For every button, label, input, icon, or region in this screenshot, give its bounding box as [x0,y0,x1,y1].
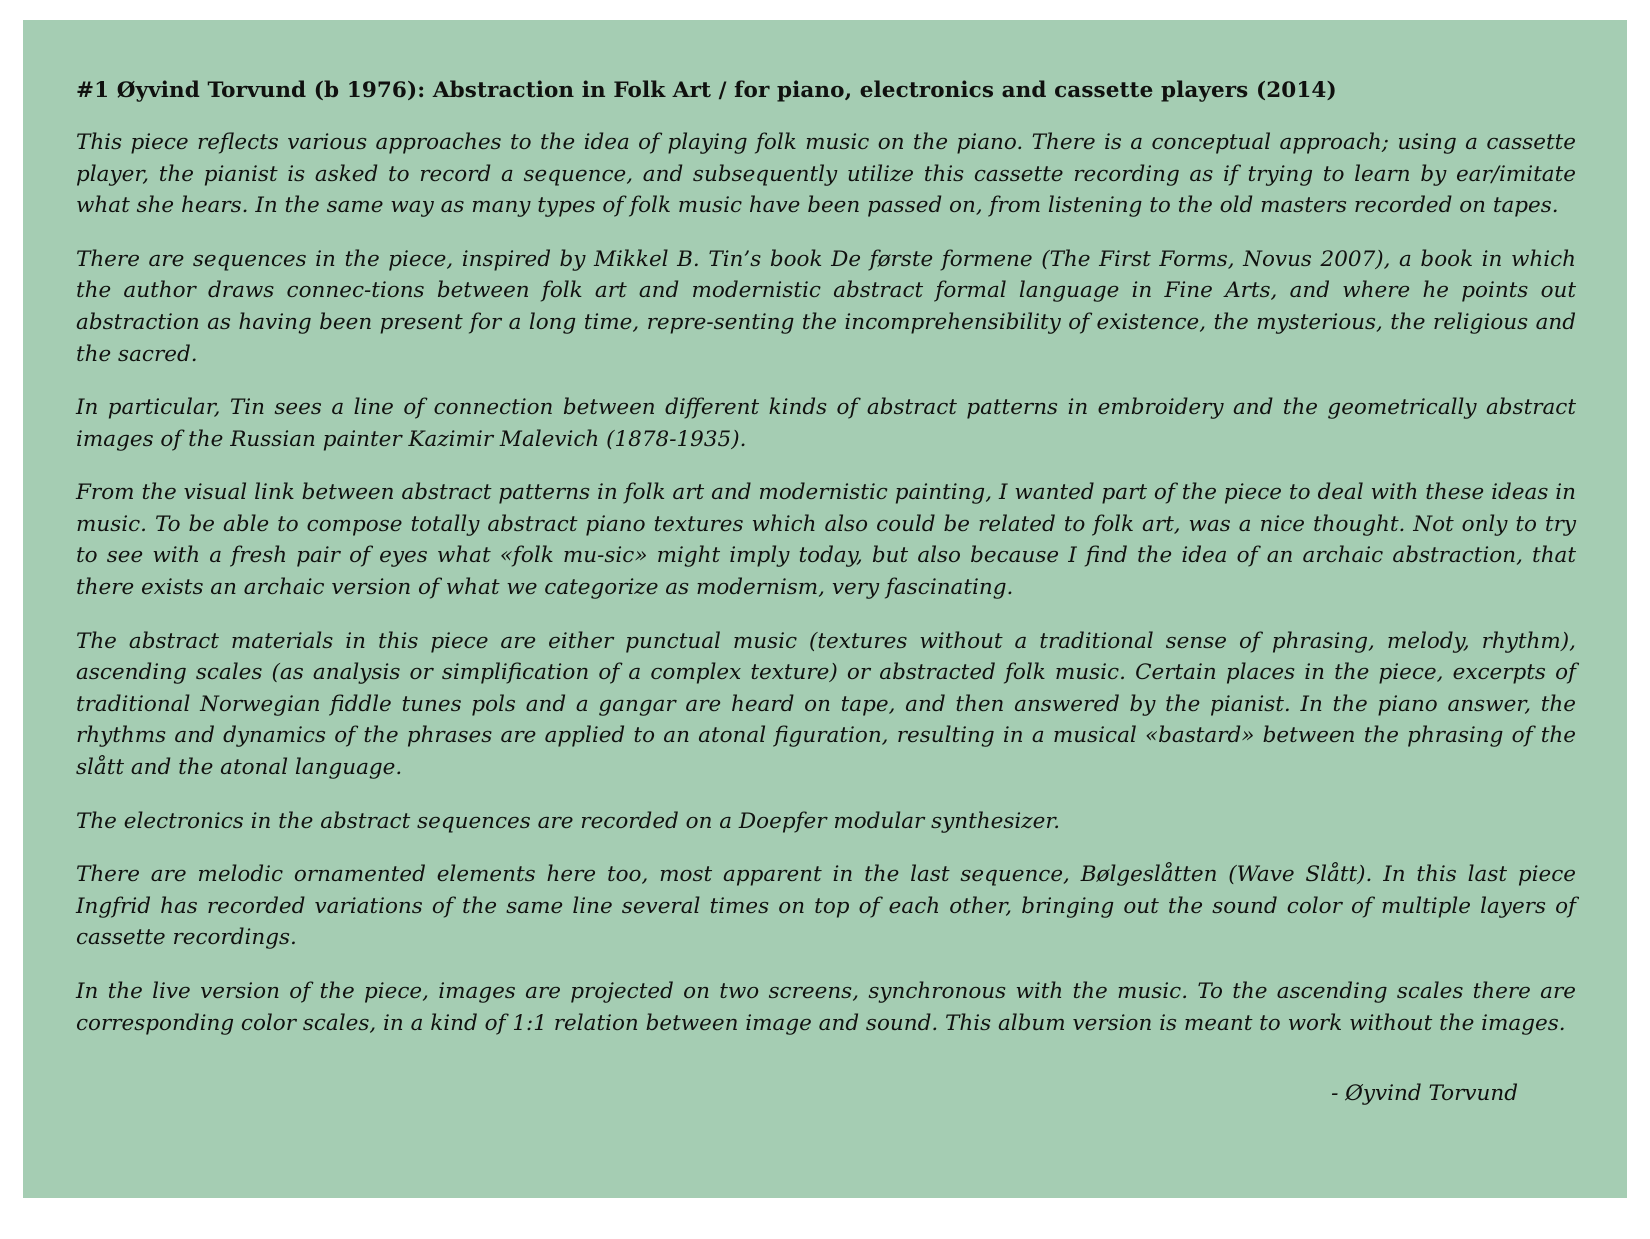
paragraph-2: There are sequences in the piece, inspired by Mikkel B. Tin’s book De første formene (The First Forms, Novus 2007), a book in which the author draws connec-tions between folk art and modernistic abstract formal language in Fine Arts, and where he points out abstraction as having been present for a long time, repre-senting the incomprehensibility of existence, the mysterious, the religious and the sacred. [76,246,1576,367]
paragraph-7: There are melodic ornamented elements here too, most apparent in the last sequence, Bølgeslåtten (Wave Slått). In this last piece Ingfrid has recorded variations of the same line several times on top of each other, bringing out the sound color of multiple layers of cassette recordings. [76,862,1576,951]
paragraph-8: In the live version of the piece, images are projected on two screens, synchronous with the music. To the ascending scales there are corresponding color scales, in a kind of 1:1 relation between image and sound. This album version is meant to work without the images. [76,979,1576,1036]
author-signature: - Øyvind Torvund [1331,1081,1518,1107]
paragraph-6: The electronics in the abstract sequences are recorded on a Doepfer modular synthesizer. [76,808,1061,834]
paragraph-3: In particular, Tin sees a line of connection between different kinds of abstract patterns in embroidery and the geometrically abstract images of the Russian painter Kazimir Malevich (1878-1935). [76,395,1576,452]
paragraph-4: From the visual link between abstract patterns in folk art and modernistic painting, I wanted part of the piece to deal with these ideas in music. To be able to compose totally abstract piano textures which also could be related to folk art, was a nice thought. Not only to try to see with a fresh pair of eyes what «folk mu-sic» might imply today, but also because I find the idea of an archaic abstraction, that there exists an archaic version of what we categorize as modernism, very fascinating. [76,480,1576,601]
paragraph-5: The abstract materials in this piece are either punctual music (textures without a traditional sense of phrasing, melody, rhythm), ascending scales (as analysis or simplification of a complex texture) or abstracted folk music. Certain places in the piece, excerpts of traditional Norwegian fiddle tunes pols and a gangar are heard on tape, and then answered by the pianist. In the piano answer, the rhythms and dynamics of the phrases are applied to an atonal figuration, resulting in a musical «bastard» between the phrasing of the slått and the atonal language. [76,628,1576,781]
paragraph-1: This piece reflects various approaches to the idea of playing folk music on the piano. There is a conceptual approach; using a cassette player, the pianist is asked to record a sequence, and subsequently utilize this cassette recording as if trying to learn by ear/imitate what she hears. In the same way as many types of folk music have been passed on, from listening to the old masters recorded on tapes. [76,129,1576,219]
page-title: #1 Øyvind Torvund (b 1976): Abstraction in Folk Art / for piano, electronics and cassette players (2014) [76,78,1337,103]
document-body [76,77,1576,1106]
liner-notes-page [23,20,1627,1198]
